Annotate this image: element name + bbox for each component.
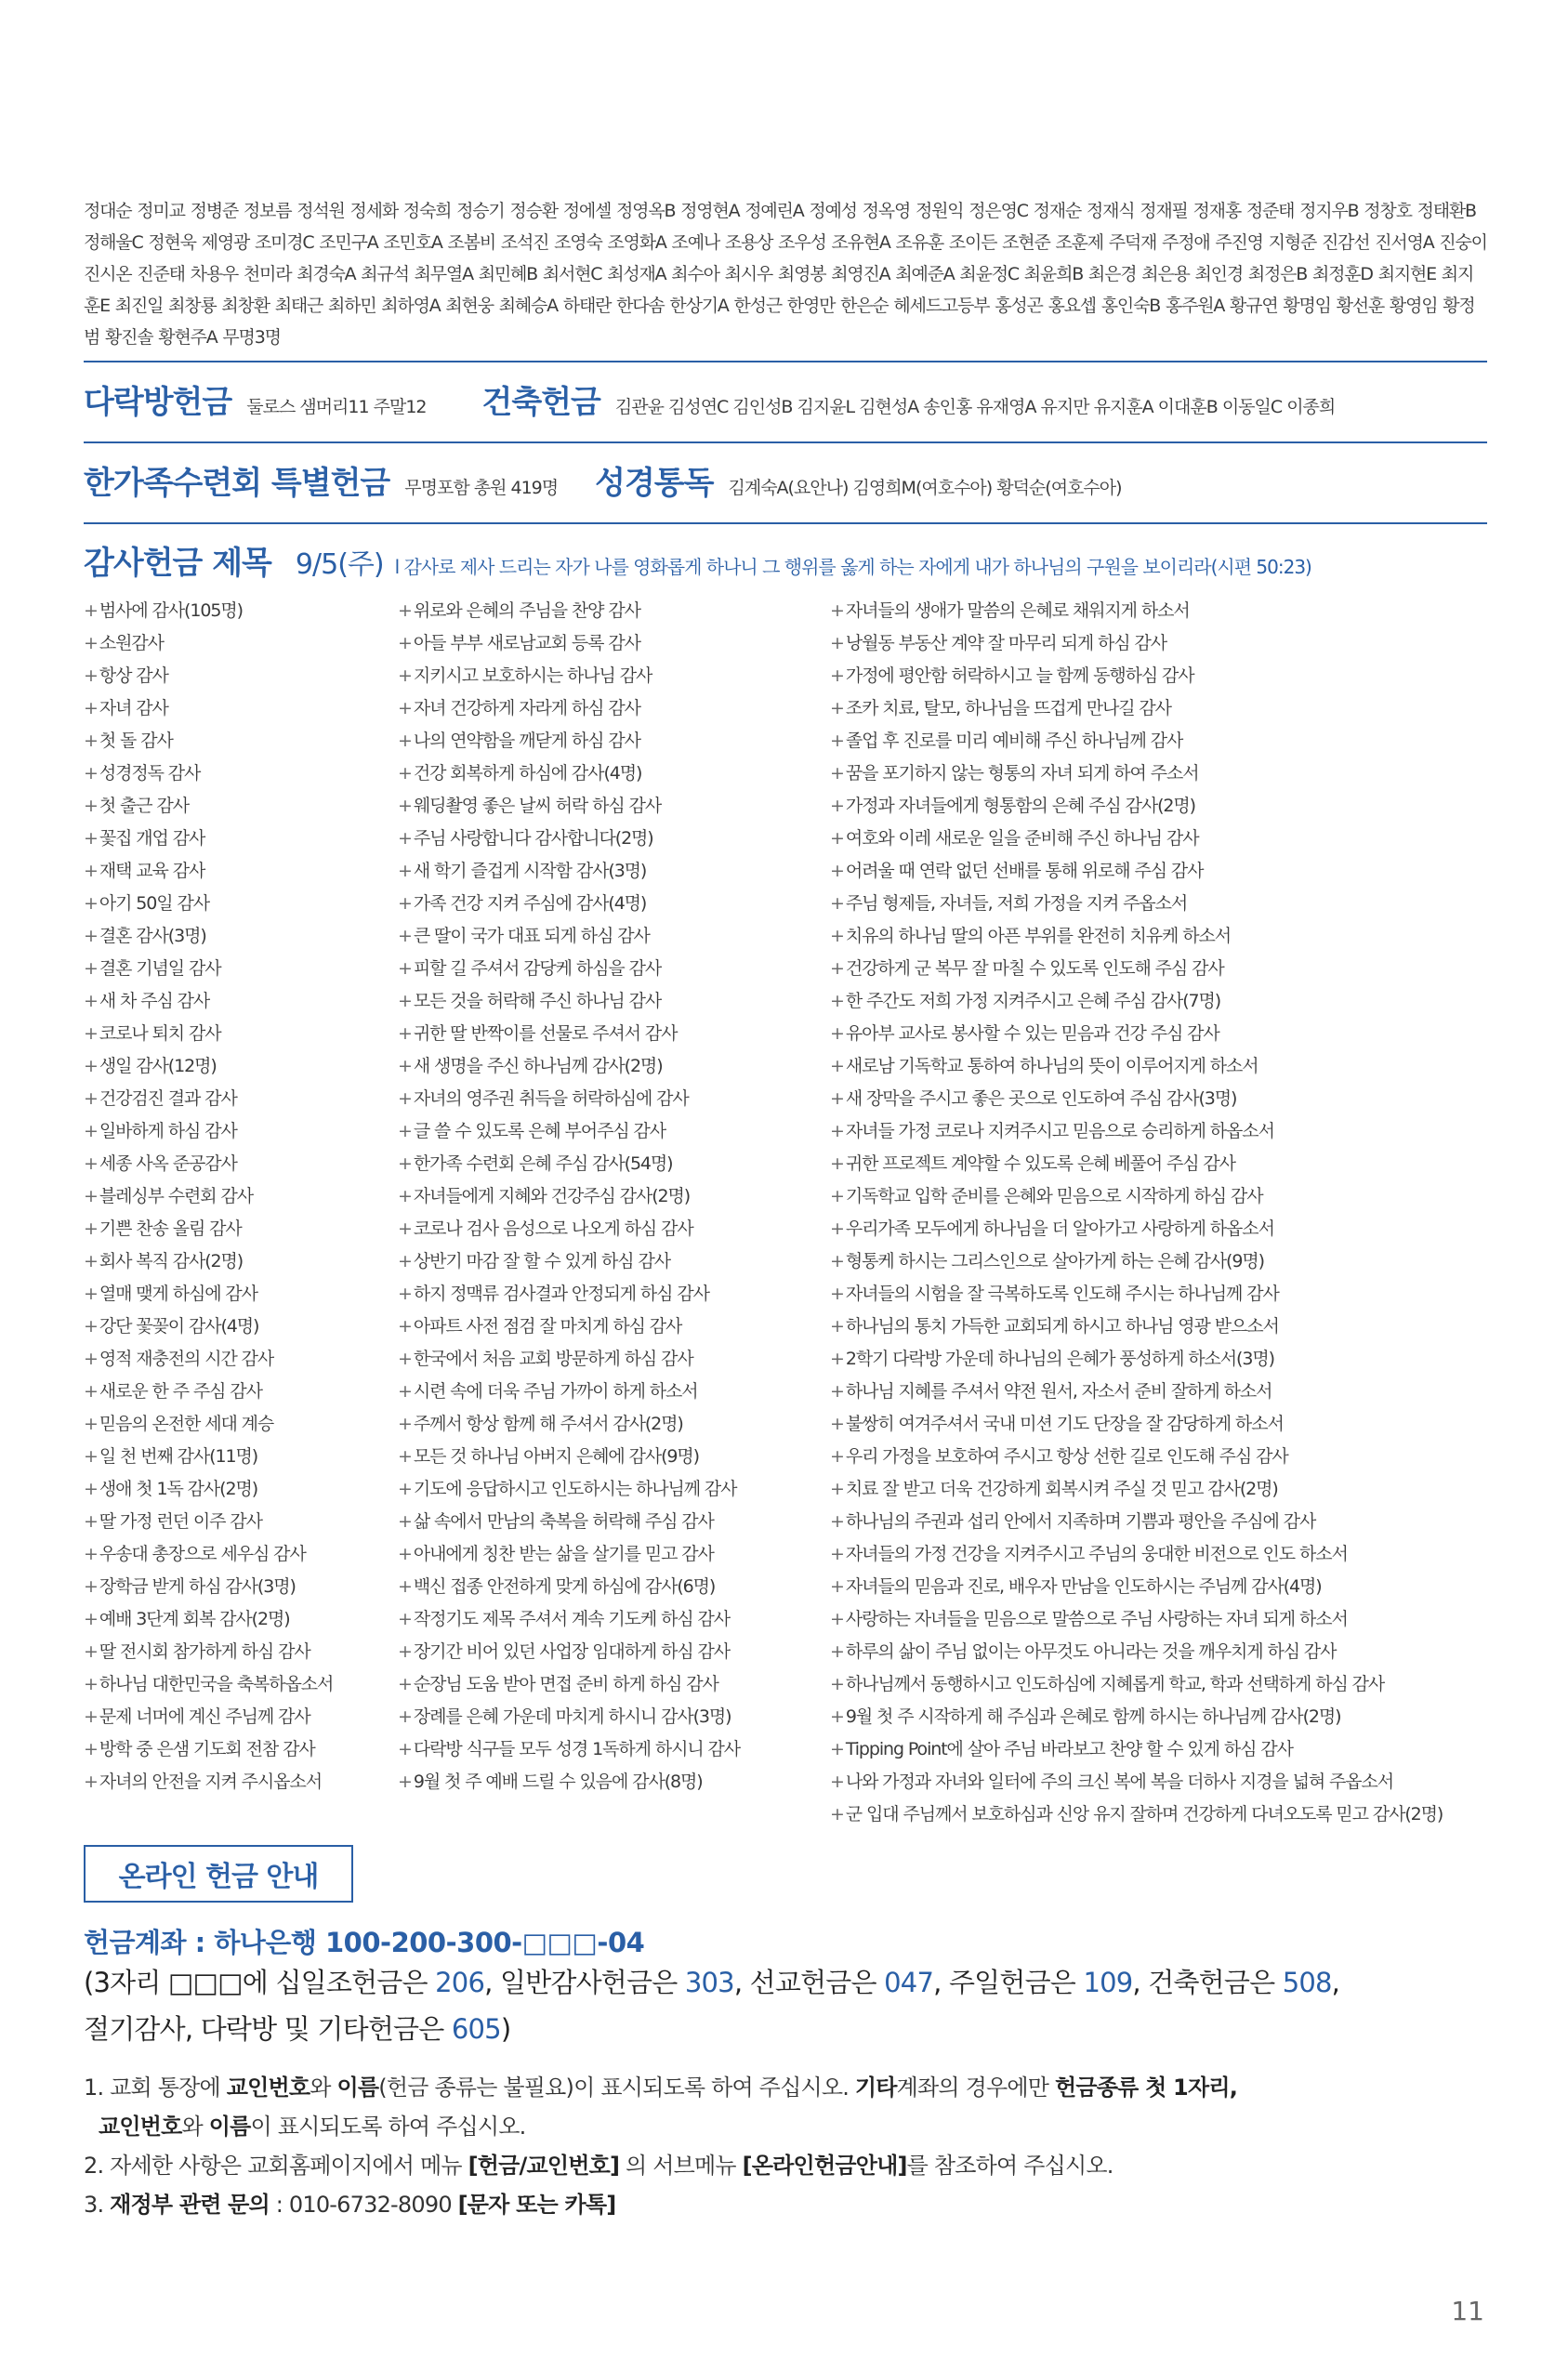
thanks-title: 감사헌금 제목 — [84, 545, 271, 582]
thanks-item: + Tipping Point에 살아 주님 바라보고 찬양 할 수 있게 하심 감사 — [830, 1739, 1293, 1759]
thanks-item: + 귀한 딸 반짝이를 선물로 주셔서 감사 — [398, 1023, 678, 1044]
thanks-item: + 범사에 감사(105명) — [84, 600, 243, 621]
thanks-item: + 귀한 프로젝트 계약할 수 있도록 은혜 베풀어 주심 감사 — [830, 1153, 1235, 1174]
bible-title: 성경통독 — [595, 465, 714, 502]
plus-icon: + — [398, 1479, 412, 1499]
thanks-item: + 군 입대 주님께서 보호하심과 신앙 유지 잘하며 건강하게 다녀오도록 믿고 감사(2명) — [830, 1804, 1443, 1824]
plus-icon: + — [830, 1316, 844, 1337]
thanks-item: + 우송대 총장으로 세우심 감사 — [84, 1544, 306, 1564]
plus-icon: + — [398, 796, 412, 816]
plus-icon: + — [84, 763, 98, 784]
building-body: 김관윤 김성연C 김인성B 김지윤L 김현성A 송인홍 유재영A 유지만 유지훈A 이대훈B 이동일C 이종희 — [614, 397, 1336, 417]
thanks-item: + 기쁜 찬송 올림 감사 — [84, 1219, 242, 1239]
thanks-item: + 재택 교육 감사 — [84, 861, 205, 881]
plus-icon: + — [830, 926, 844, 946]
thanks-item: + 영적 재충전의 시간 감사 — [84, 1349, 274, 1369]
thanks-item: + 장례를 은혜 가운데 마치게 하시니 감사(3명) — [398, 1706, 731, 1727]
thanks-item: + 어려울 때 연락 없던 선배를 통해 위로해 주심 감사 — [830, 861, 1204, 881]
thanks-item: + 아내에게 칭찬 받는 삶을 살기를 믿고 감사 — [398, 1544, 714, 1564]
thanks-date: 9/5(주) — [295, 548, 384, 581]
thanks-item: + 주님 형제들, 자녀들, 저희 가정을 지켜 주옵소서 — [830, 893, 1188, 914]
thanks-item: + 믿음의 온전한 세대 계승 — [84, 1414, 274, 1434]
thanks-item: + 유아부 교사로 봉사할 수 있는 믿음과 건강 주심 감사 — [830, 1023, 1219, 1044]
plus-icon: + — [830, 1023, 844, 1044]
plus-icon: + — [398, 1706, 412, 1727]
plus-icon: + — [84, 1414, 98, 1434]
plus-icon: + — [398, 1056, 412, 1076]
plus-icon: + — [398, 1576, 412, 1597]
thanks-item: + 웨딩촬영 좋은 날씨 허락 하심 감사 — [398, 796, 662, 816]
thanks-item: + 건강하게 군 복무 잘 마칠 수 있도록 인도해 주심 감사 — [830, 958, 1224, 979]
plus-icon: + — [398, 1251, 412, 1271]
darakbang-title: 다락방헌금 — [84, 384, 232, 421]
thanks-item: + 위로와 은혜의 주님을 찬양 감사 — [398, 600, 640, 621]
plus-icon: + — [84, 1772, 98, 1792]
plus-icon: + — [398, 763, 412, 784]
thanks-item: + 아파트 사전 점검 잘 마치게 하심 감사 — [398, 1316, 682, 1337]
thanks-item: + 일바하게 하심 감사 — [84, 1121, 237, 1141]
plus-icon: + — [398, 1121, 412, 1141]
code-building: 508 — [1282, 1967, 1332, 1998]
row-thanks-header — [84, 537, 1311, 583]
plus-icon: + — [84, 796, 98, 816]
plus-icon: + — [398, 665, 412, 686]
thanks-item: + 낭월동 부동산 계약 잘 마무리 되게 하심 감사 — [830, 633, 1166, 653]
plus-icon: + — [398, 1219, 412, 1239]
plus-icon: + — [84, 1251, 98, 1271]
plus-icon: + — [830, 893, 844, 914]
page-number: 11 — [1451, 2296, 1484, 2326]
thanks-item: + 가정과 자녀들에게 형통함의 은혜 주심 감사(2명) — [830, 796, 1195, 816]
plus-icon: + — [84, 1706, 98, 1727]
plus-icon: + — [830, 1349, 844, 1369]
thanks-item: + 자녀들의 믿음과 진로, 배우자 만남을 인도하시는 주님께 감사(4명) — [830, 1576, 1322, 1597]
thanks-item: + 불쌍히 여겨주셔서 국내 미션 기도 단장을 잘 감당하게 하소서 — [830, 1414, 1284, 1434]
plus-icon: + — [398, 926, 412, 946]
thanks-item: + 나의 연약함을 깨닫게 하심 감사 — [398, 731, 640, 751]
thanks-item: + 모든 것을 허락해 주신 하나님 감사 — [398, 991, 662, 1011]
plus-icon: + — [398, 600, 412, 621]
thanks-item: + 하나님 지혜를 주셔서 약전 원서, 자소서 준비 잘하게 하소서 — [830, 1381, 1272, 1402]
thanks-item: + 꽃집 개업 감사 — [84, 828, 205, 849]
thanks-item: + 졸업 후 진로를 미리 예비해 주신 하나님께 감사 — [830, 731, 1183, 751]
plus-icon: + — [398, 1674, 412, 1694]
plus-icon: + — [830, 1479, 844, 1499]
thanks-item: + 하지 정맥류 검사결과 안정되게 하심 감사 — [398, 1284, 709, 1304]
thanks-item: + 하루의 삶이 주님 없이는 아무것도 아니라는 것을 깨우치게 하심 감사 — [830, 1641, 1337, 1662]
plus-icon: + — [398, 1772, 412, 1792]
thanks-item: + 작정기도 제목 주셔서 계속 기도케 하심 감사 — [398, 1609, 731, 1629]
plus-icon: + — [830, 958, 844, 979]
account-number: 헌금계좌 : 하나은행 100-200-300-□□□-04 — [84, 1927, 645, 1958]
plus-icon: + — [84, 893, 98, 914]
plus-icon: + — [398, 1739, 412, 1759]
plus-icon: + — [830, 1056, 844, 1076]
plus-icon: + — [830, 1088, 844, 1109]
plus-icon: + — [398, 1544, 412, 1564]
note-2: 2. 자세한 사항은 교회홈페이지에서 메뉴 [헌금/교인번호] 의 서브메뉴 [온라인헌금안내]를 참조하여 주십시오. — [84, 2153, 1113, 2179]
plus-icon: + — [398, 698, 412, 718]
thanks-item: + 항상 감사 — [84, 665, 168, 686]
plus-icon: + — [830, 1153, 844, 1174]
plus-icon: + — [830, 1381, 844, 1402]
note-1: 1. 교회 통장에 교인번호와 이름(헌금 종류는 불필요)이 표시되도록 하여 주십시오. 기타계좌의 경우에만 헌금종류 첫 1자리, — [84, 2075, 1238, 2101]
thanks-item: + 첫 돌 감사 — [84, 731, 173, 751]
plus-icon: + — [830, 600, 844, 621]
code-mission: 047 — [884, 1967, 934, 1998]
plus-icon: + — [398, 633, 412, 653]
thanks-item: + 삶 속에서 만남의 축복을 허락해 주심 감사 — [398, 1511, 714, 1532]
plus-icon: + — [84, 1739, 98, 1759]
plus-icon: + — [398, 991, 412, 1011]
thanks-item: + 지키시고 보호하시는 하나님 감사 — [398, 665, 652, 686]
plus-icon: + — [398, 1511, 412, 1532]
thanks-item: + 하나님의 주권과 섭리 안에서 지족하며 기쁨과 평안을 주심에 감사 — [830, 1511, 1316, 1532]
plus-icon: + — [830, 665, 844, 686]
thanks-item: + 하나님 대한민국을 축복하옵소서 — [84, 1674, 334, 1694]
thanks-item: + 백신 접종 안전하게 맞게 하심에 감사(6명) — [398, 1576, 716, 1597]
plus-icon: + — [398, 1446, 412, 1467]
thanks-item: + 열매 맺게 하심에 감사 — [84, 1284, 257, 1304]
thanks-item: + 자녀의 영주권 취득을 허락하심에 감사 — [398, 1088, 689, 1109]
note-1-cont: 교인번호와 이름이 표시되도록 하여 주십시오. — [99, 2114, 526, 2140]
plus-icon: + — [398, 1186, 412, 1206]
plus-icon: + — [84, 1479, 98, 1499]
plus-icon: + — [830, 861, 844, 881]
thanks-item: + 가족 건강 지켜 주심에 감사(4명) — [398, 893, 647, 914]
plus-icon: + — [84, 1381, 98, 1402]
plus-icon: + — [830, 1544, 844, 1564]
plus-icon: + — [84, 1349, 98, 1369]
thanks-item: + 아들 부부 새로남교회 등록 감사 — [398, 633, 640, 653]
plus-icon: + — [830, 1739, 844, 1759]
thanks-item: + 자녀 감사 — [84, 698, 168, 718]
thanks-item: + 꿈을 포기하지 않는 형통의 자녀 되게 하여 주소서 — [830, 763, 1199, 784]
thanks-item: + 주께서 항상 함께 해 주셔서 감사(2명) — [398, 1414, 683, 1434]
thanks-column-2 — [398, 595, 740, 1798]
plus-icon: + — [830, 1251, 844, 1271]
plus-icon: + — [84, 1544, 98, 1564]
plus-icon: + — [84, 1674, 98, 1694]
plus-icon: + — [830, 1284, 844, 1304]
plus-icon: + — [84, 633, 98, 653]
thanks-item: + 새로운 한 주 주심 감사 — [84, 1381, 262, 1402]
thanks-item: + 9월 첫 주 예배 드릴 수 있음에 감사(8명) — [398, 1772, 703, 1792]
thanks-item: + 장학금 받게 하심 감사(3명) — [84, 1576, 296, 1597]
thanks-item: + 자녀들 가정 코로나 지켜주시고 믿음으로 승리하게 하옵소서 — [830, 1121, 1274, 1141]
plus-icon: + — [830, 1609, 844, 1629]
plus-icon: + — [830, 1219, 844, 1239]
thanks-item: + 우리 가정을 보호하여 주시고 항상 선한 길로 인도해 주심 감사 — [830, 1446, 1288, 1467]
code-sunday: 109 — [1083, 1967, 1133, 1998]
thanks-item: + 다락방 식구들 모두 성경 1독하게 하시니 감사 — [398, 1739, 741, 1759]
plus-icon: + — [830, 1446, 844, 1467]
row-family-bible — [84, 457, 1122, 503]
thanks-item: + 기독학교 입학 준비를 은혜와 믿음으로 시작하게 하심 감사 — [830, 1186, 1263, 1206]
thanks-item: + 딸 전시회 참가하게 하심 감사 — [84, 1641, 310, 1662]
thanks-item: + 자녀들의 생애가 말씀의 은혜로 채워지게 하소서 — [830, 600, 1190, 621]
row-darakbang-building — [84, 376, 1335, 422]
plus-icon: + — [830, 1772, 844, 1792]
plus-icon: + — [84, 1609, 98, 1629]
thanks-item: + 문제 너머에 계신 주님께 감사 — [84, 1706, 310, 1727]
thanks-item: + 아기 50일 감사 — [84, 893, 209, 914]
thanks-item: + 우리가족 모두에게 하나님을 더 알아가고 사랑하게 하옵소서 — [830, 1219, 1274, 1239]
thanks-item: + 조카 치료, 탈모, 하나님을 뜨겁게 만나길 감사 — [830, 698, 1171, 718]
plus-icon: + — [830, 1641, 844, 1662]
thanks-item: + 새 학기 즐겁게 시작함 감사(3명) — [398, 861, 647, 881]
plus-icon: + — [398, 861, 412, 881]
thanks-item: + 한 주간도 저희 가정 지켜주시고 은혜 주심 감사(7명) — [830, 991, 1221, 1011]
thanks-item: + 새 생명을 주신 하나님께 감사(2명) — [398, 1056, 663, 1076]
thanks-item: + 나와 가정과 자녀와 일터에 주의 크신 복에 복을 더하사 지경을 넓혀 주옵소서 — [830, 1772, 1394, 1792]
plus-icon: + — [84, 861, 98, 881]
code-tithe: 206 — [435, 1967, 485, 1998]
plus-icon: + — [830, 1804, 844, 1824]
thanks-item: + 치유의 하나님 딸의 아픈 부위를 완전히 치유케 하소서 — [830, 926, 1231, 946]
thanks-item: + 주님 사랑합니다 감사합니다(2명) — [398, 828, 653, 849]
plus-icon: + — [84, 1641, 98, 1662]
thanks-item: + 큰 딸이 국가 대표 되게 하심 감사 — [398, 926, 650, 946]
family-body: 무명포함 총원 419명 — [404, 478, 559, 498]
plus-icon: + — [830, 991, 844, 1011]
plus-icon: + — [84, 1284, 98, 1304]
thanks-item: + 새 차 주심 감사 — [84, 991, 210, 1011]
plus-icon: + — [84, 926, 98, 946]
thanks-item: + 블레싱부 수련회 감사 — [84, 1186, 253, 1206]
darakbang-body: 둘로스 샘머리11 주말12 — [246, 397, 427, 417]
code-other: 605 — [451, 2013, 501, 2045]
plus-icon: + — [398, 1381, 412, 1402]
plus-icon: + — [84, 698, 98, 718]
plus-icon: + — [84, 1576, 98, 1597]
thanks-item: + 하나님께서 동행하시고 인도하심에 지혜롭게 학교, 학과 선택하게 하심 감사 — [830, 1674, 1385, 1694]
thanks-item: + 소원감사 — [84, 633, 164, 653]
plus-icon: + — [398, 1088, 412, 1109]
thanks-verse: l 감사로 제사 드리는 자가 나를 영화롭게 하나니 그 행위를 옳게 하는 자에게 내가 하나님의 구원을 보이리라(시편 50:23) — [394, 556, 1311, 578]
building-title: 건축헌금 — [481, 384, 600, 421]
thanks-item: + 순장님 도움 받아 면접 준비 하게 하심 감사 — [398, 1674, 718, 1694]
divider — [84, 361, 1487, 362]
bible-body: 김계숙A(요안나) 김영희M(여호수아) 황덕순(여호수아) — [728, 478, 1122, 498]
thanks-item: + 기도에 응답하시고 인도하시는 하나님께 감사 — [398, 1479, 737, 1499]
divider — [84, 522, 1487, 524]
thanks-item: + 2학기 다락방 가운데 하나님의 은혜가 풍성하게 하소서(3명) — [830, 1349, 1274, 1369]
plus-icon: + — [84, 1153, 98, 1174]
plus-icon: + — [398, 1349, 412, 1369]
plus-icon: + — [830, 1186, 844, 1206]
plus-icon: + — [398, 731, 412, 751]
plus-icon: + — [398, 828, 412, 849]
plus-icon: + — [398, 893, 412, 914]
thanks-item: + 형통케 하시는 그리스인으로 살아가게 하는 은혜 감사(9명) — [830, 1251, 1264, 1271]
plus-icon: + — [84, 1023, 98, 1044]
names-list: 정대순 정미교 정병준 정보름 정석원 정세화 정숙희 정승기 정승환 정에셀 정영옥B 정영현A 정예린A 정예성 정옥영 정원익 정은영C 정재순 정재식 정재필 정재홍 정준태 정지우B 정창호 정태환B 정해울C 정현욱 제영광 조미경C 조민구A 조민호A 조봄비 조석진 조영숙 조영화A 조예나 조용상 조우성 조유현A 조유훈 조이든 조현준 조훈제 주덕재 주정애 주진영 지형준 진감선 진서영A 진숭이 진시온 진준태 차용우 천미라 최경숙A 최규석 최무열A 최민혜B 최서현C 최성재A 최수아 최시우 최영봉 최영진A 최예준A 최윤정C 최윤희B 최은경 최은용 최인경 최정은B 최정훈D 최지현E 최지훈E 최진일 최창룡 최창환 최태근 최하민 최하영A 최현웅 최혜승A 하태란 한다솜 한상기A 한성근 한영만 한은순 헤세드고등부 홍성곤 홍요셉 홍인숙B 홍주원A 황규연 황명임 황선훈 황영임 황정범 황진솔 황현주A 무명3명 — [84, 201, 1487, 348]
plus-icon: + — [830, 698, 844, 718]
plus-icon: + — [84, 958, 98, 979]
thanks-item: + 하나님의 통치 가득한 교회되게 하시고 하나님 영광 받으소서 — [830, 1316, 1279, 1337]
plus-icon: + — [398, 1641, 412, 1662]
thanks-item: + 모든 것 하나님 아버지 은혜에 감사(9명) — [398, 1446, 699, 1467]
thanks-item: + 가정에 평안함 허락하시고 늘 함께 동행하심 감사 — [830, 665, 1194, 686]
thanks-item: + 건강 회복하게 하심에 감사(4명) — [398, 763, 642, 784]
plus-icon: + — [830, 796, 844, 816]
thanks-item: + 시련 속에 더욱 주님 가까이 하게 하소서 — [398, 1381, 698, 1402]
plus-icon: + — [830, 1674, 844, 1694]
thanks-item: + 한가족 수련회 은혜 주심 감사(54명) — [398, 1153, 673, 1174]
plus-icon: + — [830, 1414, 844, 1434]
thanks-item: + 여호와 이레 새로운 일을 준비해 주신 하나님 감사 — [830, 828, 1199, 849]
thanks-item: + 사랑하는 자녀들을 믿음으로 말씀으로 주님 사랑하는 자녀 되게 하소서 — [830, 1609, 1348, 1629]
plus-icon: + — [84, 1446, 98, 1467]
thanks-item: + 딸 가정 런던 이주 감사 — [84, 1511, 262, 1532]
plus-icon: + — [84, 731, 98, 751]
plus-icon: + — [398, 1023, 412, 1044]
thanks-item: + 결혼 감사(3명) — [84, 926, 206, 946]
plus-icon: + — [830, 633, 844, 653]
thanks-item: + 9월 첫 주 시작하게 해 주심과 은혜로 함께 하시는 하나님께 감사(2명) — [830, 1706, 1341, 1727]
thanks-item: + 세종 사옥 준공감사 — [84, 1153, 237, 1174]
plus-icon: + — [398, 1153, 412, 1174]
code-general: 303 — [684, 1967, 734, 1998]
divider — [84, 441, 1487, 443]
plus-icon: + — [84, 1088, 98, 1109]
plus-icon: + — [830, 731, 844, 751]
thanks-item: + 피할 길 주셔서 감당케 하심을 감사 — [398, 958, 662, 979]
thanks-item: + 예배 3단계 회복 감사(2명) — [84, 1609, 290, 1629]
thanks-item: + 자녀들에게 지혜와 건강주심 감사(2명) — [398, 1186, 691, 1206]
plus-icon: + — [830, 828, 844, 849]
thanks-item: + 한국에서 처음 교회 방문하게 하심 감사 — [398, 1349, 693, 1369]
thanks-item: + 결혼 기념일 감사 — [84, 958, 221, 979]
thanks-item: + 일 천 번째 감사(11명) — [84, 1446, 258, 1467]
thanks-column-3 — [830, 595, 1443, 1831]
thanks-item: + 첫 출근 감사 — [84, 796, 189, 816]
thanks-item: + 생애 첫 1독 감사(2명) — [84, 1479, 258, 1499]
thanks-item: + 강단 꽃꽂이 감사(4명) — [84, 1316, 259, 1337]
plus-icon: + — [830, 1706, 844, 1727]
plus-icon: + — [830, 1576, 844, 1597]
plus-icon: + — [84, 1186, 98, 1206]
thanks-column-1 — [84, 595, 333, 1798]
thanks-item: + 새로남 기독학교 통하여 하나님의 뜻이 이루어지게 하소서 — [830, 1056, 1258, 1076]
notes — [84, 2068, 1496, 2224]
plus-icon: + — [830, 1511, 844, 1532]
plus-icon: + — [398, 1414, 412, 1434]
plus-icon: + — [398, 1284, 412, 1304]
thanks-item: + 생일 감사(12명) — [84, 1056, 217, 1076]
note-3: 3. 재정부 관련 문의 : 010-6732-8090 [문자 또는 카톡] — [84, 2192, 616, 2218]
plus-icon: + — [84, 828, 98, 849]
plus-icon: + — [830, 763, 844, 784]
thanks-item: + 새 장막을 주시고 좋은 곳으로 인도하여 주심 감사(3명) — [830, 1088, 1237, 1109]
plus-icon: + — [84, 1511, 98, 1532]
thanks-item: + 자녀의 안전을 지켜 주시옵소서 — [84, 1772, 322, 1792]
thanks-item: + 자녀들의 시험을 잘 극복하도록 인도해 주시는 하나님께 감사 — [830, 1284, 1279, 1304]
plus-icon: + — [830, 1121, 844, 1141]
plus-icon: + — [398, 958, 412, 979]
thanks-item: + 상반기 마감 잘 할 수 있게 하심 감사 — [398, 1251, 670, 1271]
plus-icon: + — [84, 600, 98, 621]
plus-icon: + — [84, 991, 98, 1011]
thanks-item: + 장기간 비어 있던 사업장 임대하게 하심 감사 — [398, 1641, 731, 1662]
thanks-item: + 방학 중 은샘 기도회 전참 감사 — [84, 1739, 315, 1759]
plus-icon: + — [84, 665, 98, 686]
thanks-item: + 성경정독 감사 — [84, 763, 201, 784]
thanks-item: + 건강검진 결과 감사 — [84, 1088, 237, 1109]
thanks-item: + 글 쓸 수 있도록 은혜 부어주심 감사 — [398, 1121, 666, 1141]
thanks-item: + 코로나 퇴치 감사 — [84, 1023, 221, 1044]
plus-icon: + — [84, 1056, 98, 1076]
plus-icon: + — [84, 1219, 98, 1239]
thanks-item: + 자녀들의 가정 건강을 지켜주시고 주님의 웅대한 비전으로 인도 하소서 — [830, 1544, 1348, 1564]
thanks-item: + 치료 잘 받고 더욱 건강하게 회복시켜 주실 것 믿고 감사(2명) — [830, 1479, 1278, 1499]
thanks-item: + 코로나 검사 음성으로 나오게 하심 감사 — [398, 1219, 693, 1239]
plus-icon: + — [84, 1316, 98, 1337]
online-offering-heading: 온라인 헌금 안내 — [84, 1845, 353, 1903]
thanks-item: + 회사 복직 감사(2명) — [84, 1251, 244, 1271]
plus-icon: + — [84, 1121, 98, 1141]
plus-icon: + — [398, 1609, 412, 1629]
plus-icon: + — [398, 1316, 412, 1337]
thanks-item: + 자녀 건강하게 자라게 하심 감사 — [398, 698, 640, 718]
family-title: 한가족수련회 특별헌금 — [84, 465, 390, 502]
account-codes: (3자리 □□□에 십일조헌금은 206, 일반감사헌금은 303, 선교헌금은 047, 주일헌금은 109, 건축헌금은 508, 절기감사, 다락방 및 기타헌금은 605) — [84, 1967, 1340, 2045]
